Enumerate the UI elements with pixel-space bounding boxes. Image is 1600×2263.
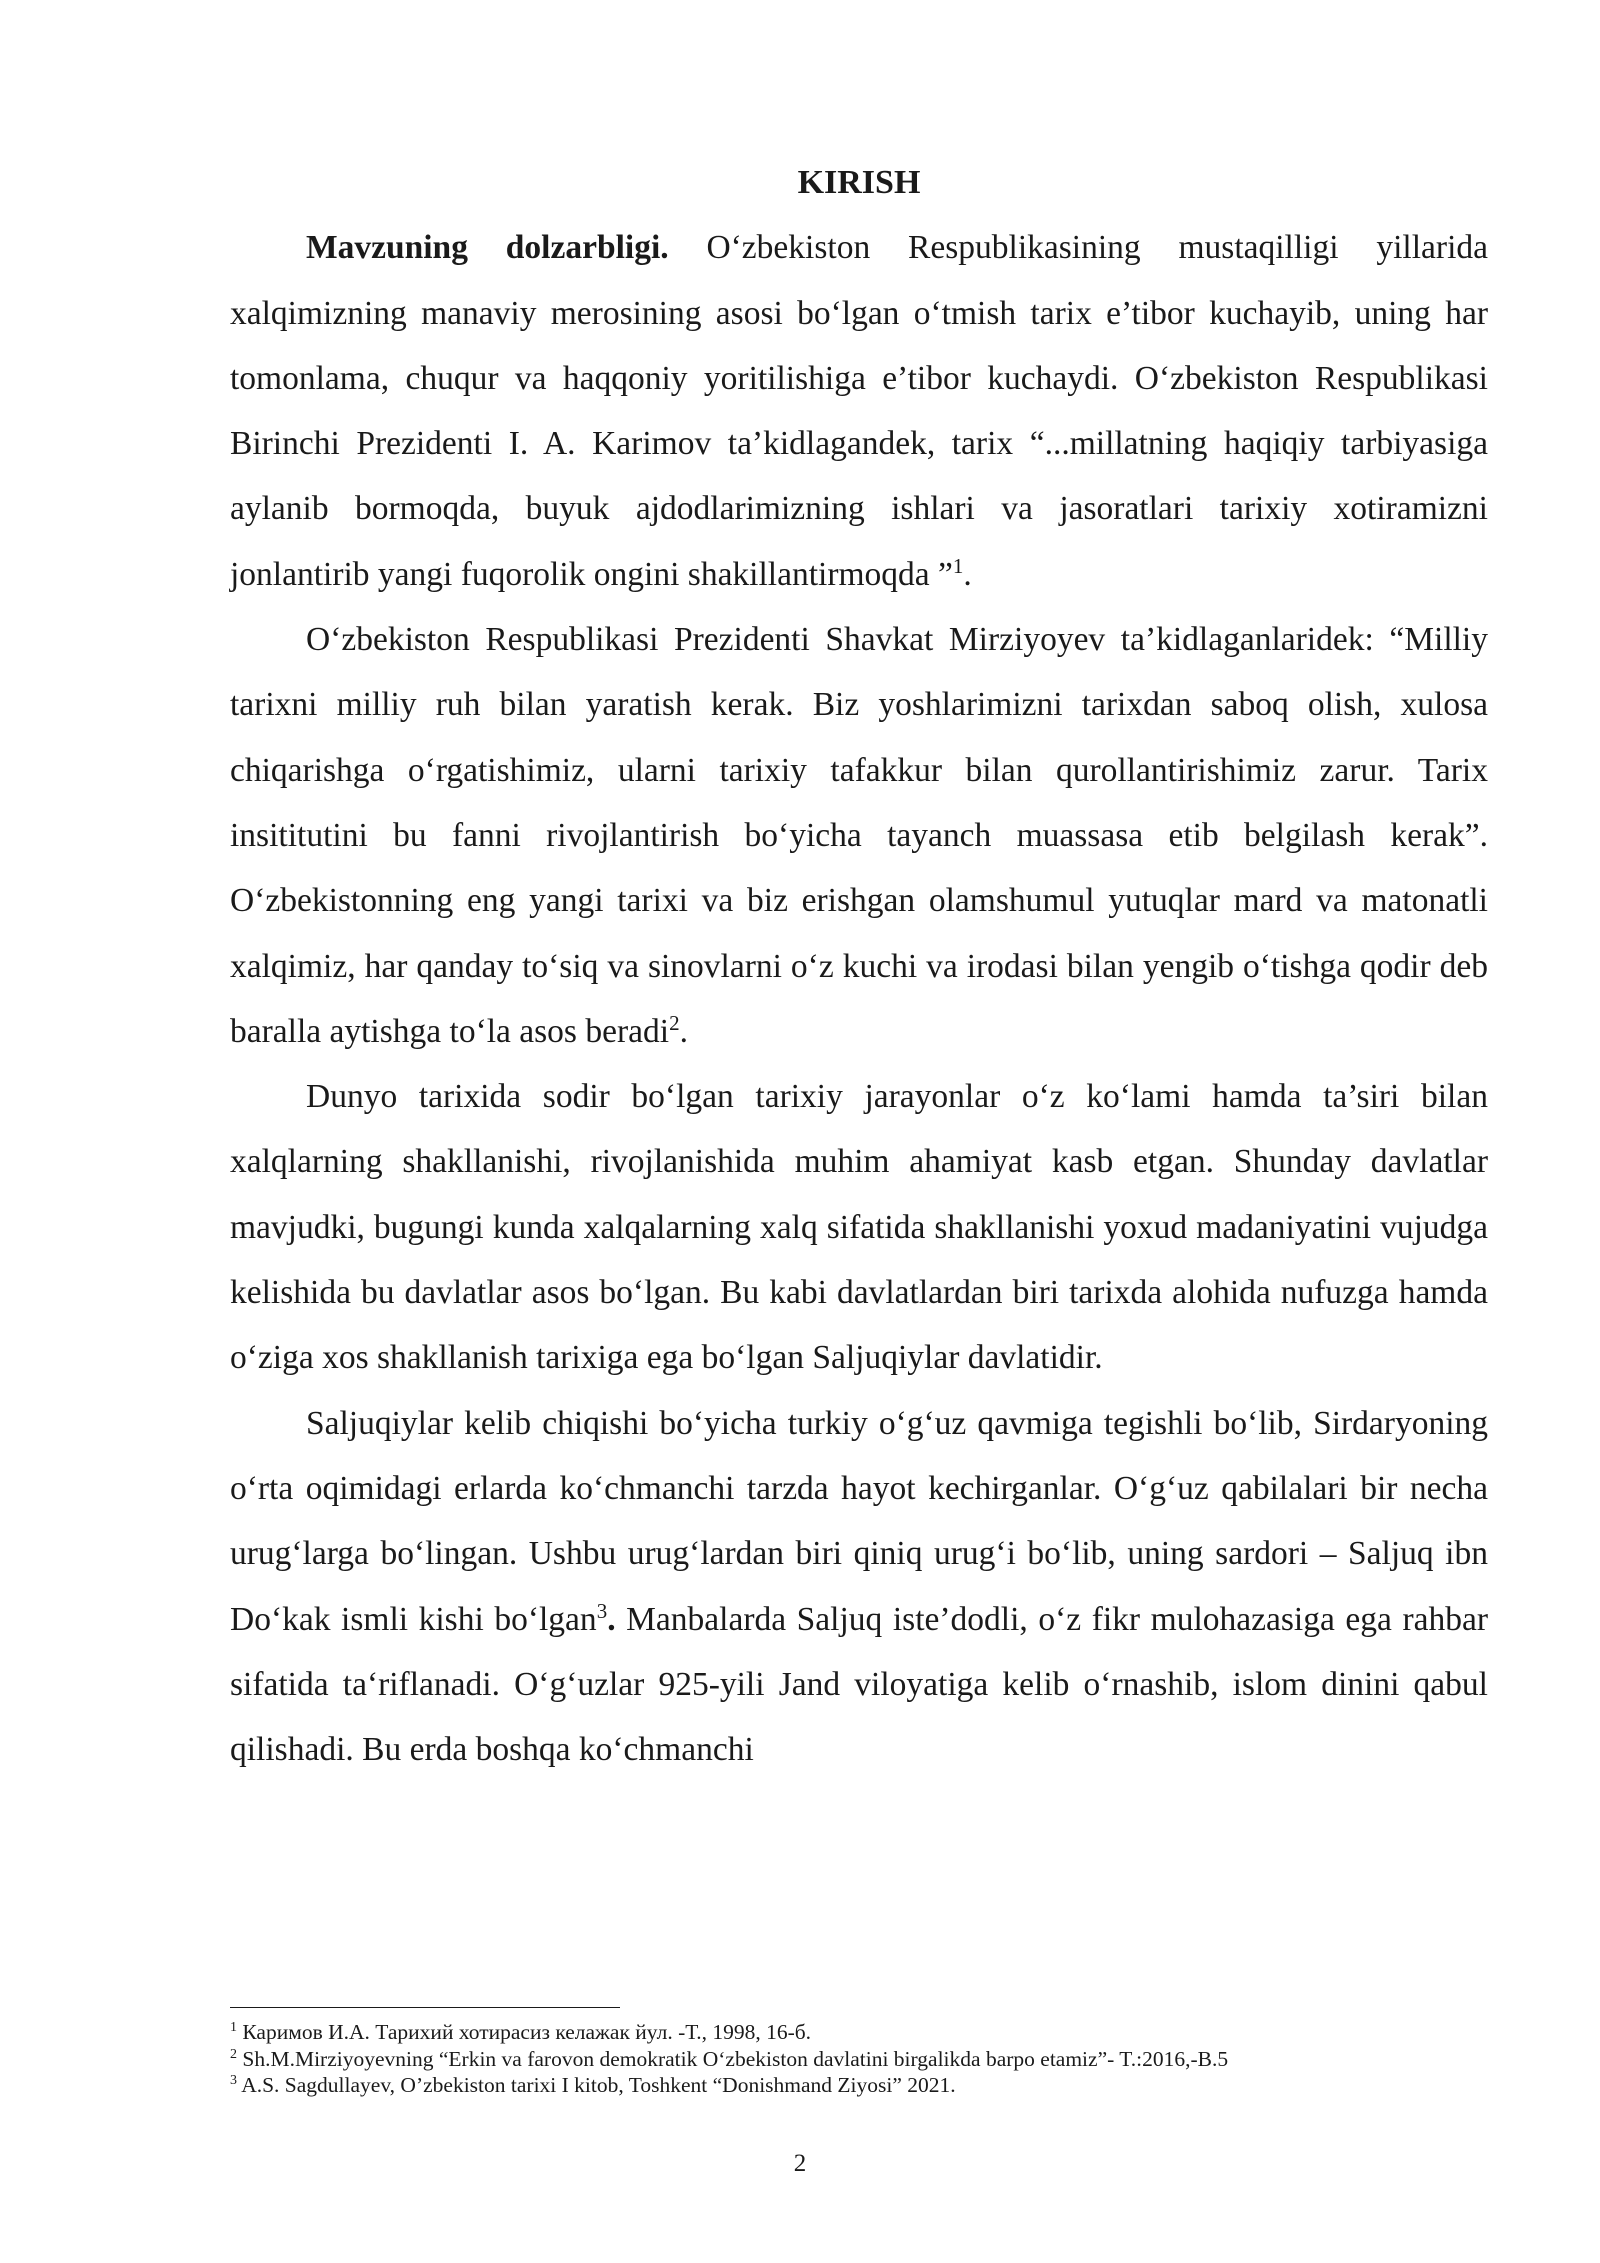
footnote-number: 1 xyxy=(230,2019,237,2035)
footnote-3 xyxy=(230,2072,1530,2099)
footnote-2 xyxy=(230,2046,1530,2073)
footnotes xyxy=(230,2019,1530,2099)
paragraph-text: O‘zbekiston Respublikasi Prezidenti Shavkat Mirziyoyev ta’kidlaganlaridek: “Milliy tarixni milliy ruh bilan yaratish kerak. Biz yoshlarimizni tarixdan saboq olish, xulosa chiqarishga o‘rgatishimiz, ularni tarixiy tafakkur bilan qurollantirishimiz zarur. Tarix insititutini bu fanni rivojlantirish bo‘yicha tayanch muassasa etib belgilash kerak”. O‘zbekistonning eng yangi tarixi va biz erishgan olamshumul yutuqlar mard va matonatli xalqimiz, har qanday to‘siq va sinovlarni o‘z kuchi va irodasi bilan yengib o‘tishga qodir deb baralla aytishga to‘la asos beradi xyxy=(230,621,1488,1050)
paragraph-bold-end: . xyxy=(607,1600,616,1638)
footnote-ref[interactable]: 1 xyxy=(952,553,964,578)
footnote-text: A.S. Sagdullayev, O’zbekiston tarixi I kitob, Toshkent “Donishmand Ziyosi” 2021. xyxy=(237,2073,956,2097)
paragraph-4 xyxy=(230,1391,1488,1783)
paragraph-1 xyxy=(230,215,1488,607)
main-text xyxy=(230,150,1488,1782)
paragraph-text: O‘zbekiston Respublikasining mustaqilligi yillarida xalqimizning manaviy merosining asosi bo‘lgan o‘tmish tarix e’tibor kuchayib, uning har tomonlama, chuqur va haqqoniy yoritilishiga e’tibor kuchaydi. O‘zbekiston Respublikasi Birinchi Prezidenti I. A. Karimov ta’kidlagandek, tarix “...millatning haqiqiy tarbiyasiga aylanib bormoqda, buyuk ajdodlarimizning ishlari va jasoratlari tarixiy xotiramizni jonlantirib yangi fuqorolik ongini shakillantirmoqda ” xyxy=(230,229,1488,593)
footnote-text: Каримов И.А. Тарихий хотирасиз келажак йул. -Т., 1998, 16-б. xyxy=(237,2020,812,2044)
footnote-number: 2 xyxy=(230,2046,237,2062)
paragraph-text: Dunyo tarixida sodir bo‘lgan tarixiy jarayonlar o‘z ko‘lami hamda ta’siri bilan xalqlarning shakllanishi, rivojlanishida muhim ahamiyat kasb etgan. Shunday davlatlar mavjudki, bugungi kunda xalqalarning xalq sifatida shakllanishi yoxud madaniyatini vujudga kelishida bu davlatlar asos bo‘lgan. Bu kabi davlatlardan biri tarixda alohida nufuzga hamda o‘ziga xos shakllanish tarixiga ega bo‘lgan Saljuqiylar davlatidir. xyxy=(230,1078,1488,1377)
footnote-1 xyxy=(230,2019,1530,2046)
paragraph-tail: Manbalarda Saljuq iste’dodli, o‘z fikr mulohazasiga ega rahbar sifatida ta‘riflanadi. O‘g‘uzlar 925-yili Jand viloyatiga kelib o‘rnashib, islom dinini qabul qilishadi. Bu erda boshqa ko‘chmanchi xyxy=(230,1600,1489,1769)
paragraph-text: Saljuqiylar kelib chiqishi bo‘yicha turkiy o‘g‘uz qavmiga tegishli bo‘lib, Sirdaryoning o‘rta oqimidagi erlarda ko‘chmanchi tarzda hayot kechirganlar. O‘g‘uz qabilalari bir necha urug‘larga bo‘lingan. Ushbu urug‘lardan biri qiniq urug‘i bo‘lib, uning sardori – Saljuq ibn Do‘kak ismli kishi bo‘lgan xyxy=(230,1404,1488,1638)
lead-heading: Mavzuning dolzarbligi. xyxy=(306,229,669,267)
footnote-text: Sh.M.Mirziyoyevning “Erkin va farovon demokratik O‘zbekiston davlatini birgalikda barpo etamiz”- T.:2016,-B.5 xyxy=(237,2046,1229,2071)
section-title: KIRISH xyxy=(797,164,921,201)
paragraph-end: . xyxy=(963,555,972,593)
footnote-separator xyxy=(230,2007,620,2008)
footnote-ref[interactable]: 2 xyxy=(669,1010,680,1035)
footnote-number: 3 xyxy=(230,2072,237,2088)
paragraph-3 xyxy=(230,1064,1488,1390)
page-number: 2 xyxy=(793,2150,807,2177)
paragraph-2 xyxy=(230,607,1488,1064)
footnote-ref[interactable]: 3 xyxy=(596,1598,608,1623)
paragraph-end: . xyxy=(679,1012,688,1050)
